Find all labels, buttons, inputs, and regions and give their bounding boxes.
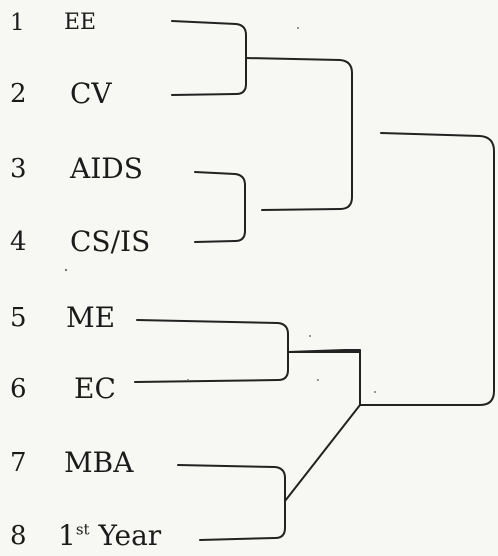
team-name: CV (70, 77, 112, 110)
team-name (58, 516, 161, 556)
team-name: EE (64, 10, 97, 35)
team-name-prefix: 1 (58, 519, 76, 552)
team-name: MBA (64, 446, 134, 479)
match-1-2-connector (172, 21, 246, 95)
seed-number: 2 (10, 79, 27, 109)
seed-number: 3 (10, 154, 27, 184)
seed-number: 4 (10, 227, 27, 257)
seed-number: 5 (10, 303, 27, 333)
team-name: ME (66, 301, 116, 334)
seed-number: 8 (10, 521, 27, 551)
team-name: AIDS (70, 152, 143, 185)
semi-top-connector (246, 58, 352, 210)
seed-number: 1 (10, 10, 25, 36)
match-7-8-connector (178, 465, 285, 540)
seed-number: 6 (10, 374, 27, 404)
semi-bottom-line (288, 352, 360, 405)
team-name-suffix: Year (89, 519, 162, 552)
semi-bottom-connector (285, 350, 360, 501)
final-connector (360, 133, 494, 405)
seed-number: 7 (10, 448, 27, 478)
match-3-4-connector (195, 172, 245, 242)
match-5-6-connector (135, 320, 288, 382)
team-name: EC (74, 372, 116, 405)
team-name-ordinal: st (75, 520, 90, 539)
team-name: CS/IS (70, 225, 151, 258)
